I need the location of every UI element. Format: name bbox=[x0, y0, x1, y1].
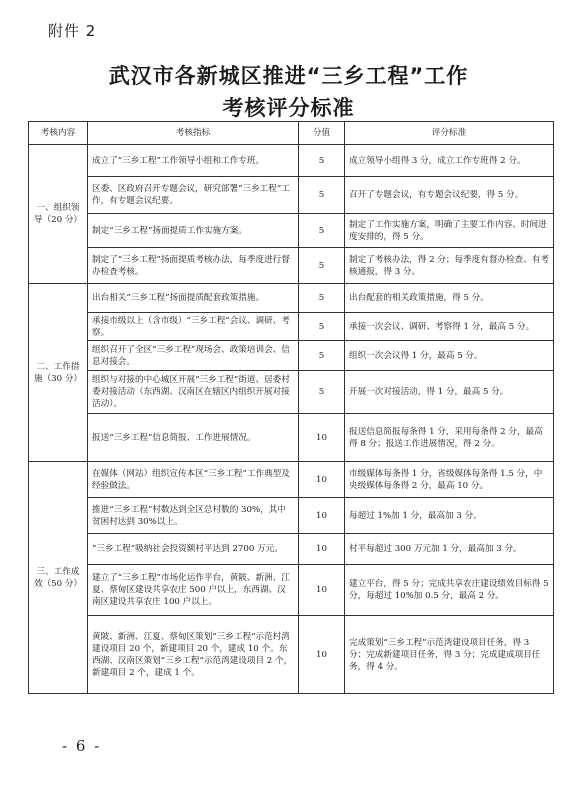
score-cell: 5 bbox=[299, 341, 345, 371]
standard-cell: 报送信息简报每条得 1 分，采用每条得 2 分，最高得 8 分；报送工作进展情况，得 2 分。 bbox=[345, 414, 554, 462]
table-row bbox=[29, 371, 554, 414]
indicator-cell: 制定了“三乡工程”扬面提质考核办法，每季度进行督办检查考核。 bbox=[88, 248, 299, 284]
attachment-label: 附件 2 bbox=[48, 22, 97, 40]
score-cell: 5 bbox=[299, 214, 345, 248]
standard-cell: 市级媒体每条得 1 分，省级媒体每条得 1.5 分，中央级媒体每条得 2 分，最高 10 分。 bbox=[345, 462, 554, 498]
indicator-cell: 组织与对接的中心城区开展“三乡工程”街道、居委村委对接活动（东西湖、汉南区在辖区内组织开展对接活动）。 bbox=[88, 371, 299, 414]
score-cell: 5 bbox=[299, 284, 345, 313]
score-cell: 10 bbox=[299, 462, 345, 498]
indicator-cell: 出台相关“三乡工程”扬面提质配套政策措施。 bbox=[88, 284, 299, 313]
score-cell: 5 bbox=[299, 145, 345, 177]
indicator-cell: 黄陂、新洲、江夏、蔡甸区策划“三乡工程”示范村湾建设项目 20 个，新建项目 20 个，建成 10 个。东西湖、汉南区策划“三乡工程”示范湾建设项目 2 个，新建项目 2 个，建成 1 个。 bbox=[88, 616, 299, 694]
document-subtitle: 考核评分标准 bbox=[222, 96, 355, 120]
table-row bbox=[29, 313, 554, 341]
standard-cell: 完成策划“三乡工程”示范湾建设项目任务，得 3 分；完成新建项目任务，得 3 分；完成建成项目任务，得 4 分。 bbox=[345, 616, 554, 694]
score-cell: 10 bbox=[299, 534, 345, 565]
header-category: 考核内容 bbox=[29, 122, 88, 145]
header-score: 分值 bbox=[299, 122, 345, 145]
score-cell: 10 bbox=[299, 498, 345, 534]
header-standard: 评分标准 bbox=[345, 122, 554, 145]
indicator-cell: 制定“三乡工程”扬面提质工作实施方案。 bbox=[88, 214, 299, 248]
score-cell: 5 bbox=[299, 313, 345, 341]
header-indicator: 考核指标 bbox=[88, 122, 299, 145]
standard-cell: 制定了工作实施方案，明确了主要工作内容、时间进度安排的，得 5 分。 bbox=[345, 214, 554, 248]
table-row bbox=[29, 248, 554, 284]
indicator-cell: 推进“三乡工程”村数达到全区总村数的 30%，其中贫困村达到 30%以上。 bbox=[88, 498, 299, 534]
table-row bbox=[29, 214, 554, 248]
table-header-row bbox=[29, 122, 554, 145]
standard-cell: 出台配套的相关政策措施，得 5 分。 bbox=[345, 284, 554, 313]
standard-cell: 每超过 1%加 1 分，最高加 3 分。 bbox=[345, 498, 554, 534]
table-row bbox=[29, 341, 554, 371]
table-row bbox=[29, 462, 554, 498]
indicator-cell: 区委、区政府召开专题会议，研究部署“三乡工程”工作，有专题会议纪要。 bbox=[88, 177, 299, 214]
table-row bbox=[29, 498, 554, 534]
indicator-cell: 组织召开了全区“三乡工程”现场会、政策培训会、信息对接会。 bbox=[88, 341, 299, 371]
score-cell: 5 bbox=[299, 177, 345, 214]
page-number: - 6 - bbox=[62, 737, 102, 755]
indicator-cell: “三乡工程”吸纳社会投资额村平达到 2700 万元。 bbox=[88, 534, 299, 565]
indicator-cell: 在媒体（网站）组织宣传本区“三乡工程”工作典型及经验做法。 bbox=[88, 462, 299, 498]
standard-cell: 成立领导小组得 3 分，成立工作专班得 2 分。 bbox=[345, 145, 554, 177]
table-row bbox=[29, 565, 554, 616]
standard-cell: 承接一次会议、调研、考察得 1 分，最高 5 分。 bbox=[345, 313, 554, 341]
category-cell: 三、工作成效（50 分） bbox=[29, 462, 88, 694]
table-row bbox=[29, 616, 554, 694]
score-cell: 5 bbox=[299, 371, 345, 414]
table-row bbox=[29, 534, 554, 565]
standard-cell: 组织一次会议得 1 分，最高 5 分。 bbox=[345, 341, 554, 371]
scoring-table bbox=[28, 121, 554, 694]
standard-cell: 村平每超过 300 万元加 1 分，最高加 3 分。 bbox=[345, 534, 554, 565]
standard-cell: 召开了专题会议，有专题会议纪要，得 5 分。 bbox=[345, 177, 554, 214]
score-cell: 10 bbox=[299, 565, 345, 616]
score-cell: 10 bbox=[299, 414, 345, 462]
score-cell: 10 bbox=[299, 616, 345, 694]
indicator-cell: 成立了“三乡工程”工作领导小组和工作专班。 bbox=[88, 145, 299, 177]
standard-cell: 制定了考核办法，得 2 分；每季度有督办检查、有考核通报，得 3 分。 bbox=[345, 248, 554, 284]
table-row bbox=[29, 145, 554, 177]
indicator-cell: 建立了“三乡工程”市场化运作平台，黄陂、新洲、江夏、蔡甸区建设共享农庄 500 户以上，东西湖、汉南区建设共享农庄 100 户以上。 bbox=[88, 565, 299, 616]
score-cell: 5 bbox=[299, 248, 345, 284]
table-row bbox=[29, 414, 554, 462]
category-cell: 二、工作措施（30 分） bbox=[29, 284, 88, 462]
standard-cell: 建立平台，得 5 分；完成共享农庄建设绩效目标得 5 分，每超过 10%加 0.5 分，最高 2 分。 bbox=[345, 565, 554, 616]
indicator-cell: 承接市级以上（含市级）“三乡工程”会议、调研、考察。 bbox=[88, 313, 299, 341]
standard-cell: 开展一次对接活动，得 1 分，最高 5 分。 bbox=[345, 371, 554, 414]
document-title: 武汉市各新城区推进“三乡工程”工作 bbox=[108, 64, 469, 88]
table-row bbox=[29, 284, 554, 313]
category-cell: 一、组织领导（20 分） bbox=[29, 145, 88, 284]
indicator-cell: 报送“三乡工程”信息简报、工作进展情况。 bbox=[88, 414, 299, 462]
table-row bbox=[29, 177, 554, 214]
